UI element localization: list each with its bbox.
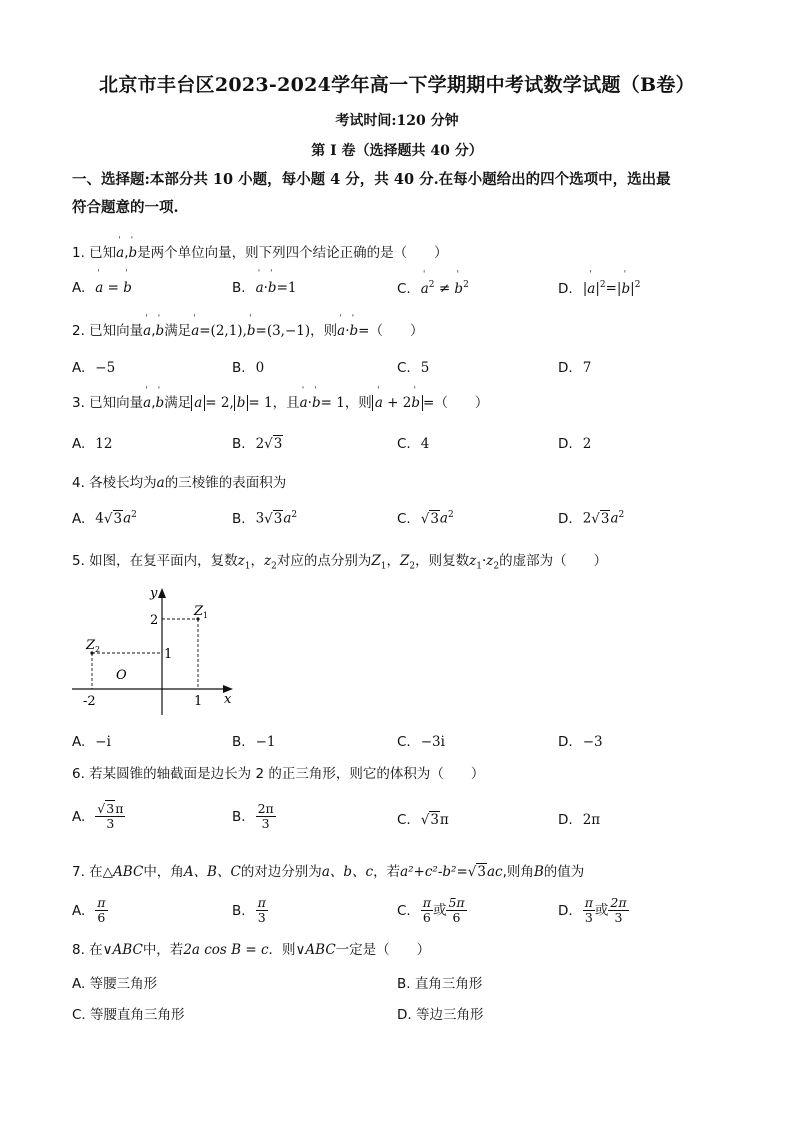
- option-b[interactable]: B. $\frac{\pi}{3}$: [232, 895, 266, 925]
- question-7: 7. 在△ABC中，角A、B、C的对边分别为a、b、c，若a²+c²-b²=√3ac,则角B的值为: [72, 864, 585, 880]
- x-axis-label: x: [224, 692, 232, 707]
- option-c[interactable]: C. $√3a^2$: [397, 510, 454, 527]
- option-d[interactable]: D. 7: [558, 360, 592, 376]
- question-2: 2. 已知向量ˈ a,ˈ b满足ˈ a=(2,1),ˈ b=(3,−1)，则ˈ a·ˈ b=（ ）: [72, 321, 722, 341]
- option-b[interactable]: B. $\frac{2\pi}{3}$: [232, 801, 274, 831]
- option-b[interactable]: B. 2√3: [232, 436, 283, 452]
- option-c[interactable]: C. 4: [397, 436, 430, 452]
- tick-label-y1: 1: [164, 647, 173, 662]
- question-2-options: [72, 360, 722, 388]
- section-instructions: 一、选择题:本部分共 10 小题，每小题 4 分，共 40 分.在每小题给出的四个选项中，选出最 符合题意的一项.: [72, 171, 671, 216]
- question-5-options: [72, 734, 722, 762]
- question-4: 4. 各棱长均为a的三棱锥的表面积为: [72, 475, 287, 491]
- option-c[interactable]: C. 5: [397, 360, 430, 376]
- option-d[interactable]: D. 2π: [558, 812, 601, 828]
- question-1: 1. 已知ˈ a,ˈ b是两个单位向量，则下列四个结论正确的是（ ）: [72, 243, 722, 263]
- y-axis-label: y: [150, 586, 158, 601]
- option-a[interactable]: A. −5: [72, 360, 116, 376]
- option-a[interactable]: A. $\frac{√3\pi}{3}$: [72, 801, 124, 831]
- option-d[interactable]: D. $\frac{\pi}{3}$ 或 $\frac{2\pi}{3}$: [558, 895, 627, 925]
- option-a[interactable]: A. 12: [72, 436, 113, 452]
- exam-time: 考试时间:120 分钟: [335, 113, 459, 129]
- exam-title: 北京市丰台区2023-2024学年高一下学期期中考试数学试题（B卷）: [99, 74, 695, 96]
- option-c[interactable]: C. −3i: [397, 734, 445, 750]
- option-a[interactable]: A.ˈ a = ˈ b: [72, 280, 132, 296]
- option-b[interactable]: B.ˈ a·ˈ b=1: [232, 280, 296, 296]
- part-heading: 第 I 卷（选择题共 40 分）: [311, 143, 483, 159]
- question-1-options: [72, 280, 722, 308]
- question-3: 3. 已知向量ˈ a,ˈ b满足 a = 2, b = 1，且ˈ a·ˈ b= 1，则ˈ a + 2ˈ b =（ ）: [72, 393, 722, 413]
- z1-label: $Z_1$: [194, 604, 209, 620]
- option-a[interactable]: A. −i: [72, 734, 111, 750]
- option-d[interactable]: D. 等边三角形: [397, 1007, 484, 1023]
- option-c[interactable]: C.ˈ $a^2$ ≠ ˈ $b^2$: [397, 280, 469, 297]
- z2-label: $Z_2$: [86, 638, 101, 654]
- option-d[interactable]: D. 2: [558, 436, 592, 452]
- question-3-options: [72, 436, 722, 464]
- option-d[interactable]: D. −3: [558, 734, 603, 750]
- question-6: 6. 若某圆锥的轴截面是边长为 2 的正三角形，则它的体积为（ ）: [72, 766, 485, 782]
- tick-label-x1: 1: [194, 694, 203, 709]
- y-axis-arrow: [158, 588, 166, 598]
- complex-plane-figure: [70, 585, 250, 715]
- question-6-options: [72, 800, 722, 844]
- option-c[interactable]: C. 等腰直角三角形: [72, 1007, 185, 1023]
- question-8-options-row2: [72, 1003, 722, 1031]
- option-b[interactable]: B. 0: [232, 360, 265, 376]
- question-4-options: [72, 510, 722, 538]
- tick-label-x-neg2: -2: [83, 694, 96, 709]
- option-a[interactable]: A. 等腰三角形: [72, 976, 158, 992]
- option-d[interactable]: D. $2√3a^2$: [558, 510, 625, 527]
- question-8: 8. 在∨ABC中，若2a cos B = c．则∨ABC一定是（ ）: [72, 942, 431, 958]
- option-c[interactable]: C. √3π: [397, 812, 449, 828]
- option-a[interactable]: A. $4√3a^2$: [72, 510, 137, 527]
- option-a[interactable]: A. $\frac{\pi}{6}$: [72, 895, 106, 925]
- option-c[interactable]: C. $\frac{\pi}{6}$ 或 $\frac{5\pi}{6}$: [397, 895, 465, 925]
- option-d[interactable]: D. |ˈ $a|^2=|ˈ$ $b|^2$: [558, 280, 640, 297]
- question-5: 5. 如图，在复平面内，复数$z_1$，$z_2$对应的点分别为$Z_1$，$Z_2$，则复数$z_1\cdot z_2$的虚部为（ ）: [72, 553, 608, 572]
- option-b[interactable]: B. 直角三角形: [397, 976, 483, 992]
- option-b[interactable]: B. −1: [232, 734, 276, 750]
- option-b[interactable]: B. $3√3a^2$: [232, 510, 298, 527]
- question-8-options-row1: [72, 972, 722, 1000]
- origin-label: O: [116, 668, 127, 683]
- tick-label-y2: 2: [150, 613, 159, 628]
- question-7-options: [72, 896, 722, 932]
